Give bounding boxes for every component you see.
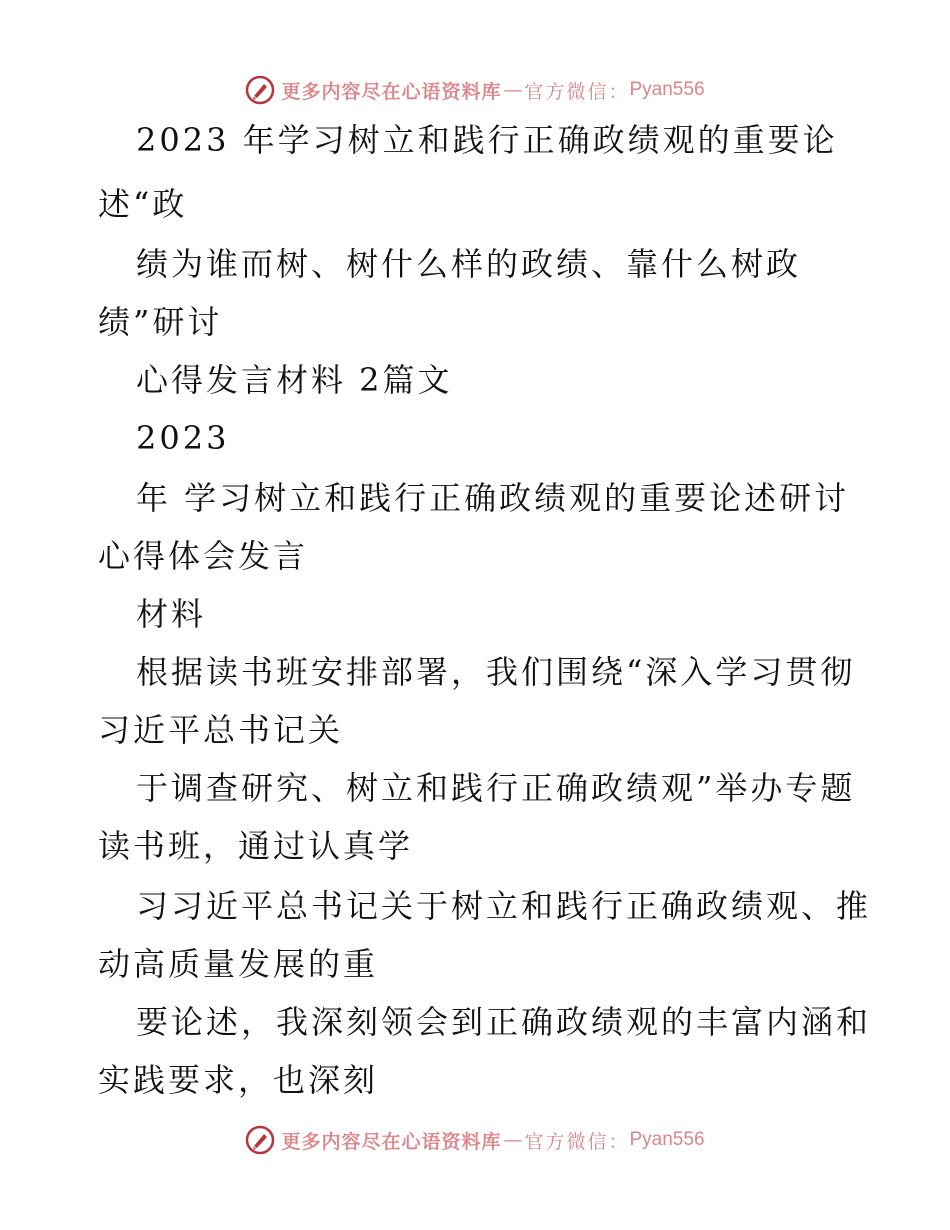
text-line-11: 习近平总书记关: [98, 711, 344, 749]
watermark-dash: —: [503, 79, 523, 101]
watermark-brand: 更多内容尽在心语资料库: [281, 1130, 502, 1153]
text-line-5: 心得发言材料 2篇文: [136, 361, 453, 399]
watermark-wechat-id: Pyan556: [629, 79, 705, 100]
text-line-1: 2023 年学习树立和践行正确政绩观的重要论: [136, 121, 838, 159]
text-line-6: 2023: [136, 419, 230, 457]
watermark-wechat-id: Pyan556: [629, 1129, 705, 1150]
text-line-3: 绩为谁而树、树什么样的政绩、靠什么树政: [136, 245, 802, 283]
text-line-10: 根据读书班安排部署，我们围绕“深入学习贯彻: [136, 653, 856, 691]
watermark-brand: 更多内容尽在心语资料库: [281, 80, 502, 103]
text-line-8: 心得体会发言: [98, 537, 309, 575]
text-line-4: 绩”研讨: [98, 303, 223, 341]
text-line-2: 述“政: [98, 185, 188, 223]
text-line-12: 于调查研究、树立和践行正确政绩观”举办专题: [136, 769, 856, 807]
header-watermark: [0, 70, 950, 110]
text-line-14: 习习近平总书记关于树立和践行正确政绩观、推: [136, 887, 872, 925]
watermark-wechat-label: 官方微信：: [524, 1130, 630, 1153]
watermark-wechat-label: 官方微信：: [524, 80, 630, 103]
watermark-dash: —: [503, 1129, 523, 1151]
text-line-9: 材料: [136, 595, 207, 633]
pen-nib-circle-icon: [245, 75, 275, 105]
pen-nib-circle-icon: [245, 1125, 275, 1155]
text-line-17: 实践要求，也深刻: [98, 1061, 379, 1099]
text-line-7: 年 学习树立和践行正确政绩观的重要论述研讨: [136, 479, 850, 517]
text-line-13: 读书班，通过认真学: [98, 827, 414, 865]
text-line-16: 要论述，我深刻领会到正确政绩观的丰富内涵和: [136, 1003, 872, 1041]
footer-watermark: [0, 1120, 950, 1160]
text-line-15: 动高质量发展的重: [98, 945, 379, 983]
